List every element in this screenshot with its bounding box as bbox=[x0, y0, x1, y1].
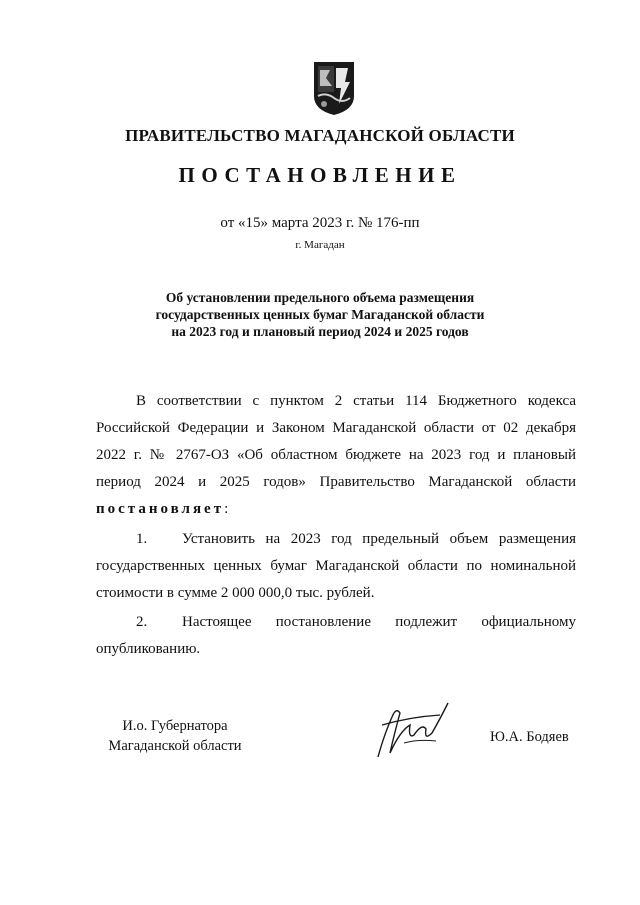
signatory-position bbox=[100, 716, 250, 756]
item-1-line: стоимости в сумме 2 000 000,0 тыс. рублей. bbox=[96, 585, 375, 601]
signatory-name: Ю.А. Бодяев bbox=[490, 729, 569, 745]
title-line: на 2023 год и плановый период 2024 и 2025 годов bbox=[171, 324, 469, 339]
item-2-line: опубликованию. bbox=[96, 641, 201, 657]
title-line: Об установлении предельного объема размещения bbox=[165, 290, 475, 305]
title-line: государственных ценных бумаг Магаданской области bbox=[155, 307, 485, 322]
preamble-line: В соответствии с пунктом 2 статьи 114 Бюджетного кодекса bbox=[136, 393, 576, 409]
item-number: 2. bbox=[136, 614, 148, 630]
item-1-line: 1. Установить на 2023 год предельный объем размещения bbox=[96, 526, 576, 553]
coat-of-arms-icon bbox=[312, 60, 356, 116]
organization-title: ПРАВИТЕЛЬСТВО МАГАДАНСКОЙ ОБЛАСТИ bbox=[125, 126, 515, 145]
decree-word-line: постановляет: bbox=[96, 501, 229, 517]
position-line: Магаданской области bbox=[108, 738, 242, 754]
preamble-line: период 2024 и 2025 годов» Правительство Магаданской области bbox=[96, 474, 576, 490]
position-line: И.о. Губернатора bbox=[122, 718, 228, 734]
item-number: 1. bbox=[136, 531, 148, 547]
preamble-line: 2022 г. № 2767-ОЗ «Об областном бюджете на 2023 год и плановый bbox=[96, 447, 576, 463]
item-2-line: 2. Настоящее постановление подлежит официальному bbox=[96, 609, 576, 636]
document-type: ПОСТАНОВЛЕНИЕ bbox=[178, 163, 462, 187]
document-title bbox=[0, 289, 640, 340]
handwritten-signature bbox=[370, 695, 460, 765]
decree-word: постановляет bbox=[96, 501, 225, 517]
document-number-date: от «15» марта 2023 г. № 176-пп bbox=[220, 215, 420, 231]
preamble-line: Российской Федерации и Законом Магаданской области от 02 декабря bbox=[96, 420, 576, 436]
item-1-line: государственных ценных бумаг Магаданской области по номинальной bbox=[96, 558, 576, 574]
document-city: г. Магадан bbox=[295, 239, 345, 251]
